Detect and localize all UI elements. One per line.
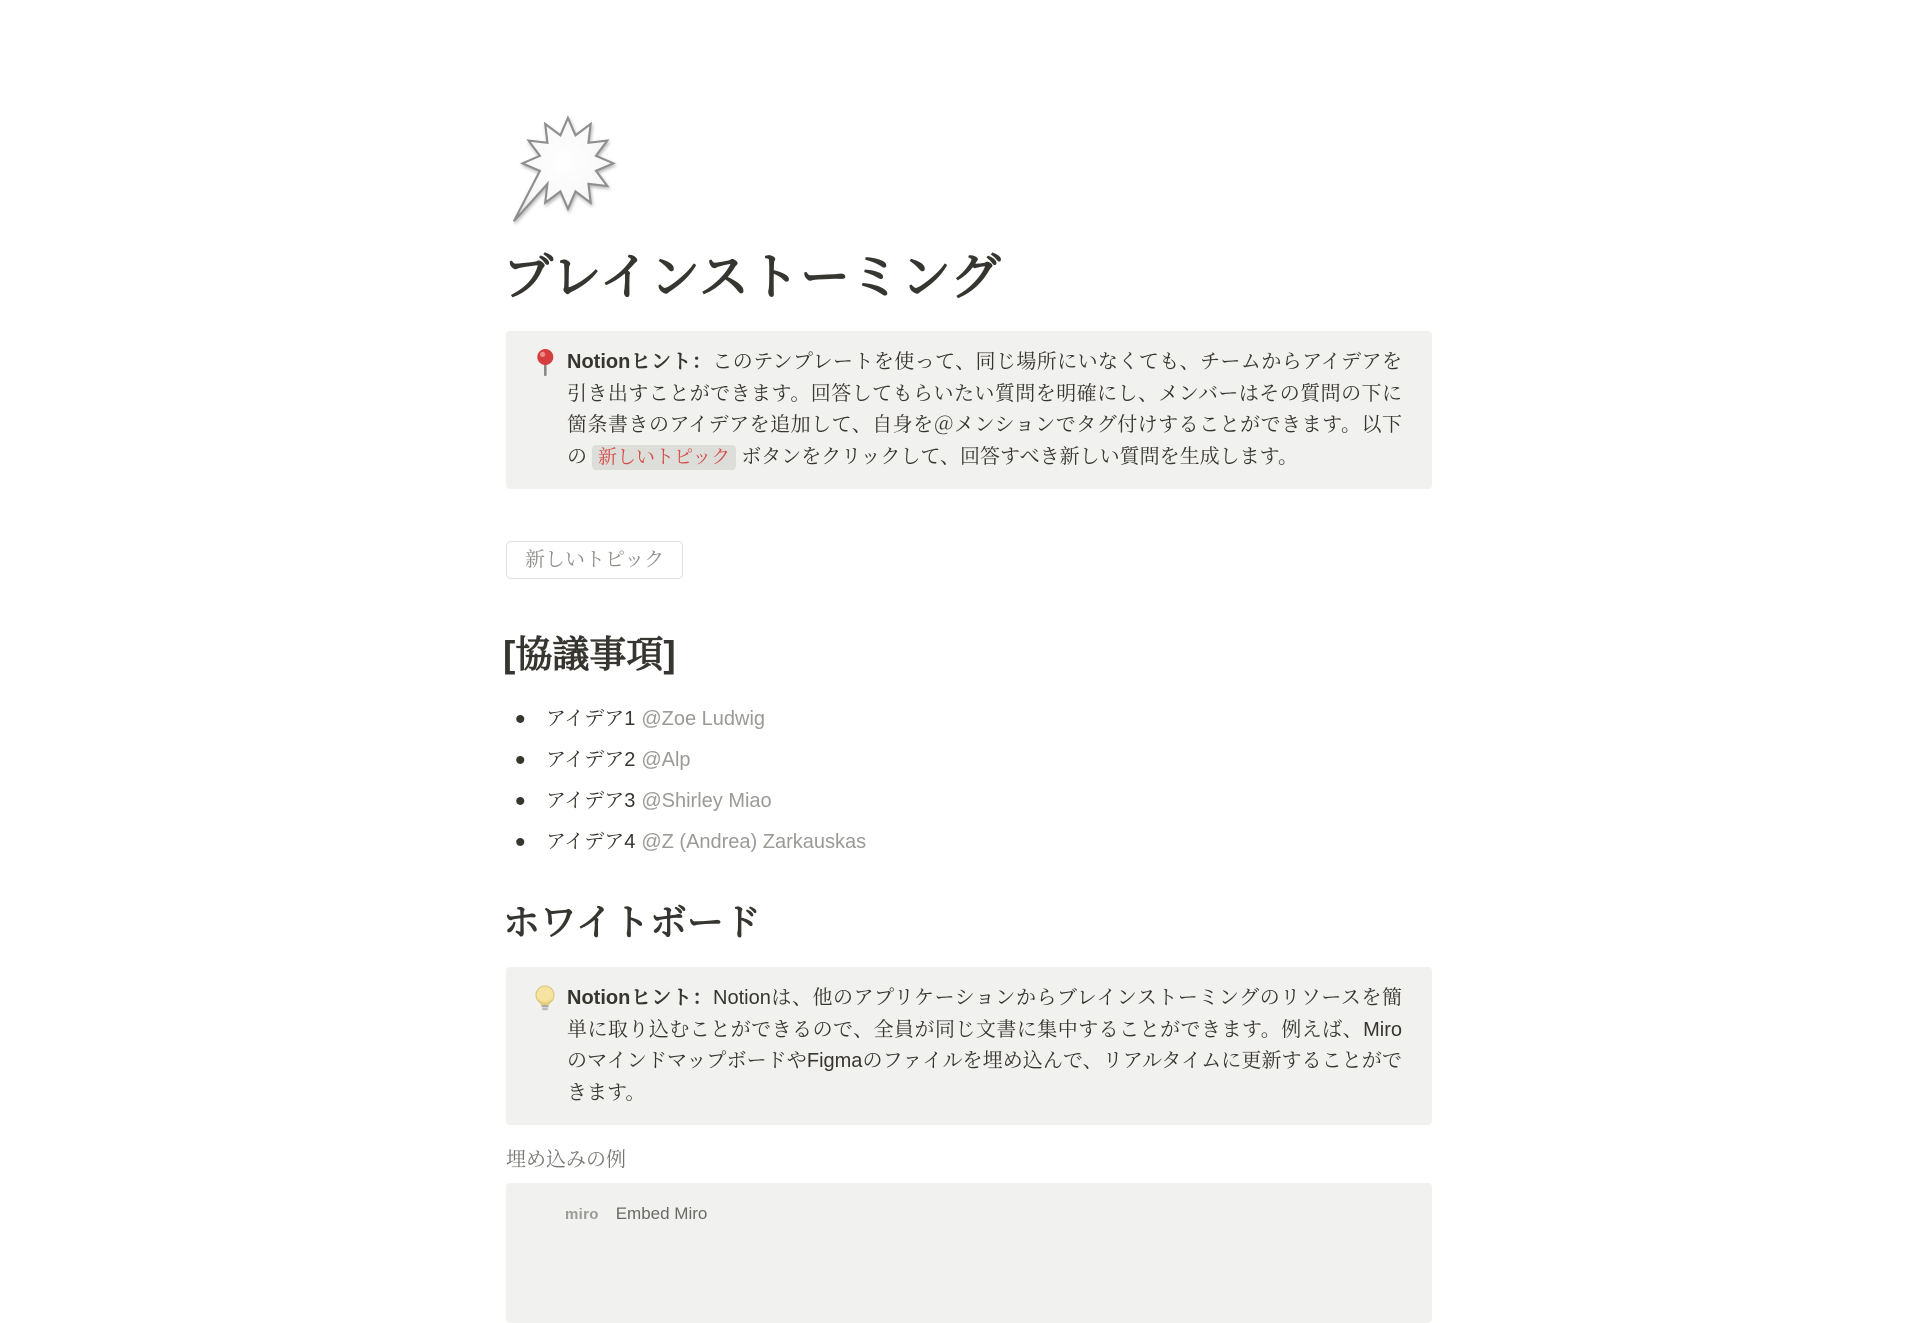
page-content	[503, 0, 1432, 1323]
hint-body: Notionは、他のアプリケーションからブレインストーミングのリソースを簡単に取り込むことができるので、全員が同じ文書に集中することができます。例えば、MiroのマインドマップボードやFigmaのファイルを埋め込んで、リアルタイムに更新することができます。	[567, 987, 1402, 1104]
hint-bold-prefix: Notionヒント：	[567, 351, 713, 373]
idea-label: アイデア2	[546, 749, 636, 771]
list-item	[506, 781, 1432, 822]
agenda-heading[interactable]: [協議事項]	[503, 634, 676, 675]
hint-body-after: ボタンをクリックして、回答すべき新しい質問を生成します。	[741, 445, 1299, 468]
hint-callout-2	[506, 967, 1432, 1125]
person-mention[interactable]: @Shirley Miao	[641, 790, 772, 812]
hint-body-before: このテンプレートを使って、同じ場所にいなくても、チームからアイデアを引き出すことができます。回答してもらいたい質問を明確にし、メンバーはその質問の下に箇条書きのアイデアを追加して、自身を＠メンションでタグ付けすることができます。以下の	[567, 351, 1402, 468]
list-item	[506, 740, 1432, 781]
hint-callout-2-text	[567, 983, 1402, 1109]
hint-bold-prefix: Notionヒント：	[567, 987, 714, 1009]
embed-title: Embed Miro	[615, 1204, 708, 1223]
lightbulb-icon	[532, 983, 558, 1014]
hint-callout-1-text	[567, 347, 1402, 473]
list-item	[506, 699, 1432, 740]
inline-new-topic-token: 新しいトピック	[592, 445, 736, 470]
embed-caption: 埋め込みの例	[506, 1149, 626, 1171]
list-item	[506, 822, 1432, 863]
collision-bubble-icon[interactable]	[508, 115, 624, 231]
idea-label: アイデア3	[546, 790, 636, 812]
person-mention[interactable]: @Z (Andrea) Zarkauskas	[641, 831, 867, 853]
person-mention[interactable]: @Alp	[641, 749, 691, 771]
miro-embed-block[interactable]	[506, 1183, 1432, 1323]
hint-callout-1	[506, 331, 1432, 489]
person-mention[interactable]: @Zoe Ludwig	[641, 708, 766, 730]
pushpin-icon	[532, 347, 558, 378]
whiteboard-heading[interactable]: ホワイトボード	[503, 902, 761, 943]
embed-header-row	[565, 1204, 1416, 1224]
page-title[interactable]: ブレインストーミング	[503, 249, 1001, 305]
new-topic-button[interactable]: 新しいトピック	[506, 541, 683, 579]
idea-label: アイデア1	[546, 708, 636, 730]
idea-list	[506, 699, 1432, 863]
miro-logo: miro	[565, 1205, 599, 1223]
idea-label: アイデア4	[546, 831, 636, 853]
